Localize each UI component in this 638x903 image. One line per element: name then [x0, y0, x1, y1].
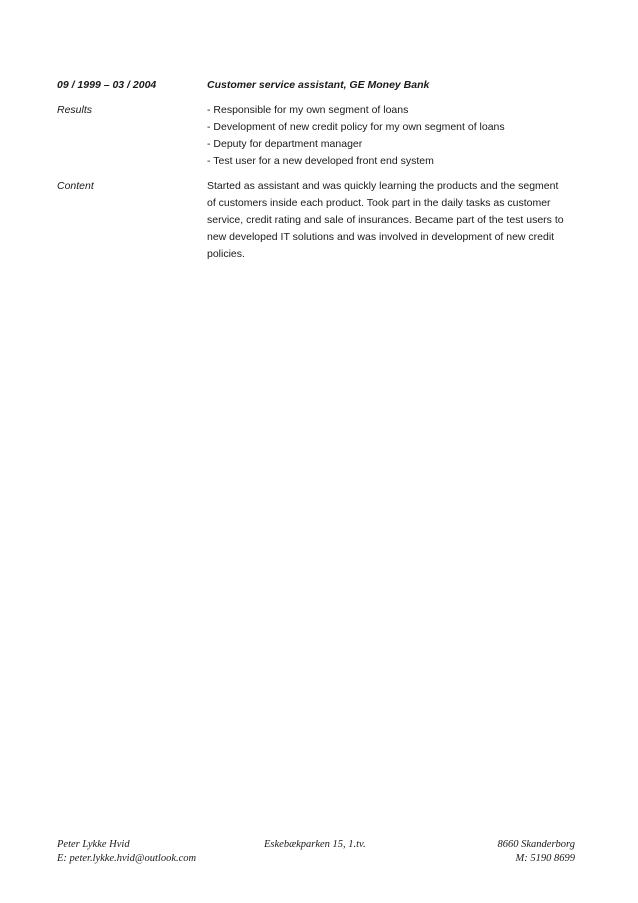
content-line: new developed IT solutions and was involved in development of new credit: [207, 231, 555, 243]
footer-email: E: peter.lykke.hvid@outlook.com: [57, 853, 197, 864]
footer-city: 8660 Skanderborg: [497, 839, 575, 850]
list-item: - Responsible for my own segment of loans: [207, 104, 409, 116]
footer-mobile: M: 5190 8699: [515, 853, 575, 864]
entry-period: 09 / 1999 – 03 / 2004: [57, 79, 157, 91]
results-list: [207, 102, 587, 170]
list-item: - Test user for a new developed front end system: [207, 155, 434, 167]
content-line: of customers inside each product. Took part in the daily tasks as customer: [207, 197, 551, 209]
footer-name: Peter Lykke Hvid: [57, 839, 130, 850]
footer-address: Eskebækparken 15, 1.tv.: [264, 839, 366, 850]
content-label: Content: [57, 180, 94, 192]
entry-title: Customer service assistant, GE Money Bank: [207, 79, 430, 91]
results-label: Results: [57, 104, 93, 116]
experience-entry: [57, 77, 587, 263]
entry-header: [57, 77, 587, 94]
page-footer: [57, 838, 575, 866]
footer-line-2: [57, 852, 575, 866]
content-line: service, credit rating and sale of insurances. Became part of the test users to: [207, 214, 564, 226]
results-row: [57, 102, 587, 170]
footer-line-1: [57, 838, 575, 852]
results-list-container: [207, 102, 587, 170]
list-item: - Development of new credit policy for my own segment of loans: [207, 121, 505, 133]
content-row: [57, 178, 587, 263]
content-line: Started as assistant and was quickly learning the products and the segment: [207, 180, 559, 192]
content-text-container: [207, 178, 587, 263]
list-item: - Deputy for department manager: [207, 138, 363, 150]
content-line: policies.: [207, 248, 245, 260]
